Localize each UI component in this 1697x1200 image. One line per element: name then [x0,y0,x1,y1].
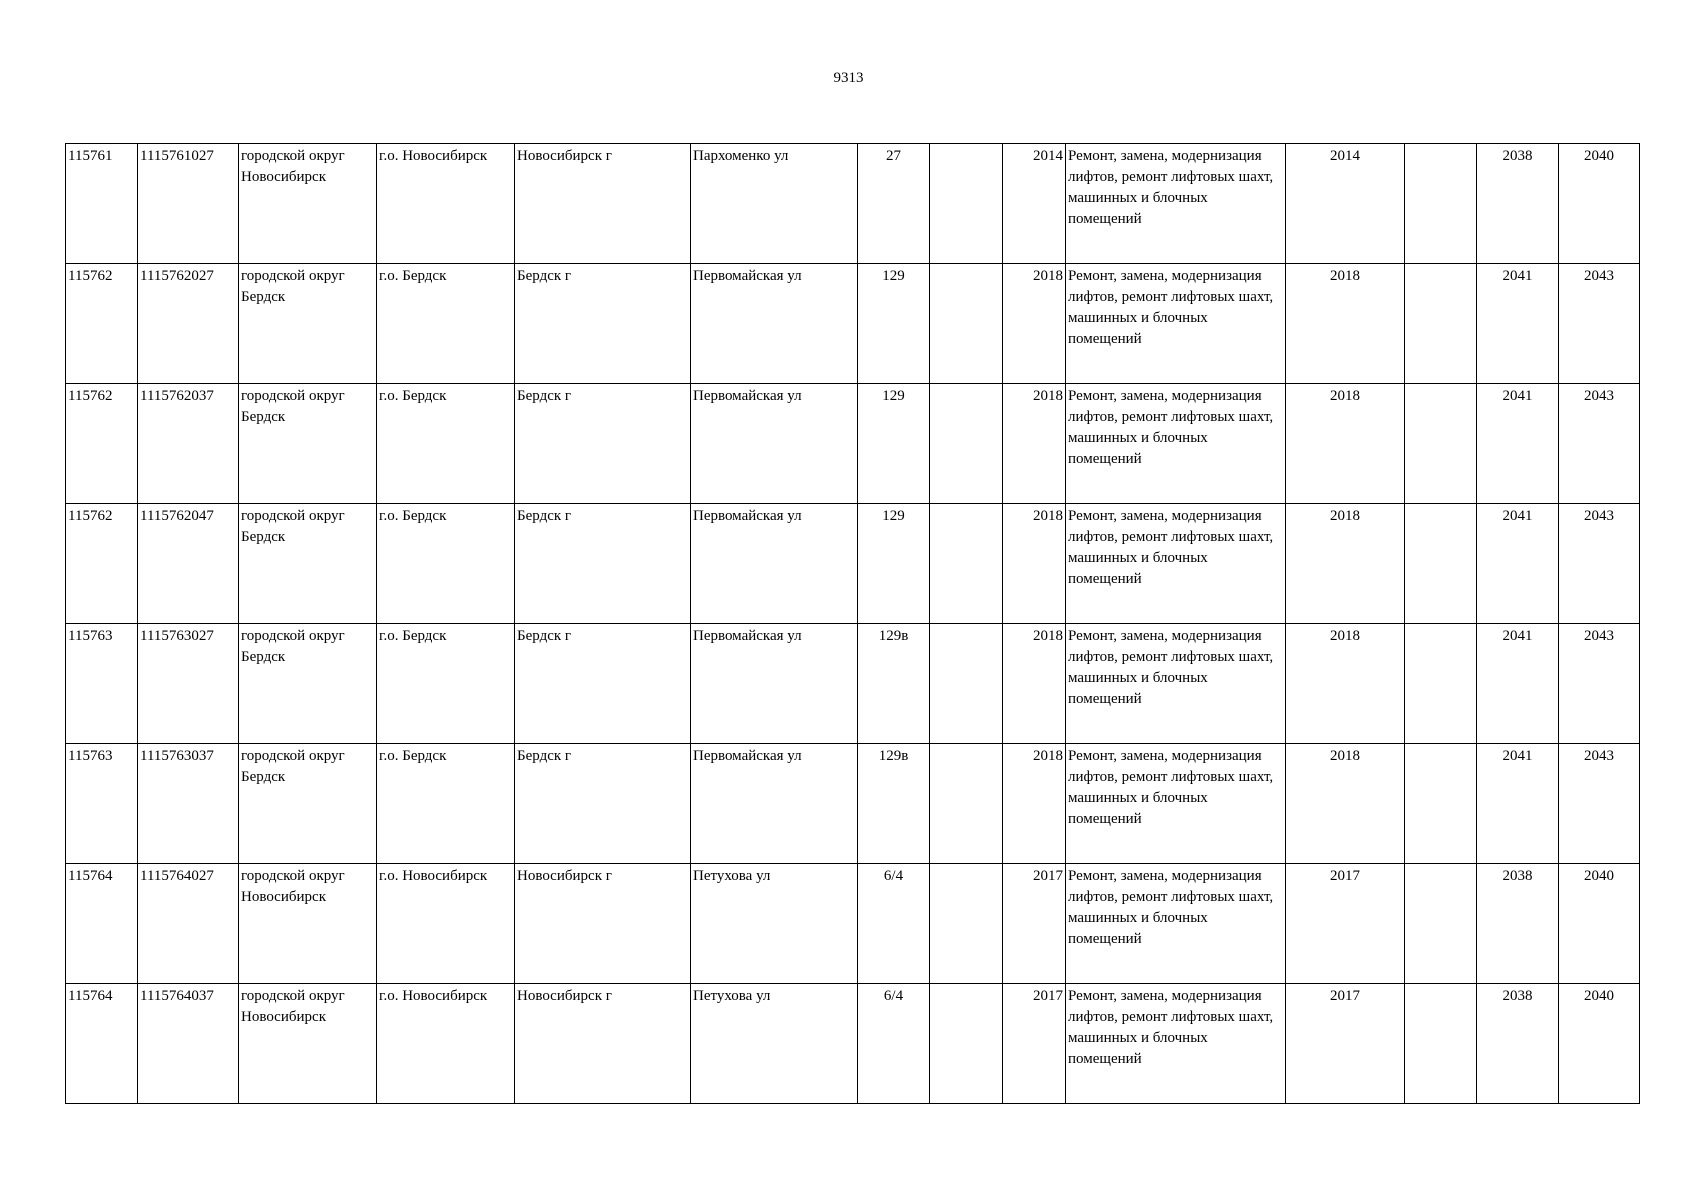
code-cell: 1115763027 [138,624,239,744]
blank-cell [1405,504,1477,624]
work-type-cell: Ремонт, замена, модернизация лифтов, ремонт лифтовых шахт, машинных и блочных помещений [1066,384,1286,504]
code-cell: 1115762027 [138,264,239,384]
code-cell: 1115763037 [138,744,239,864]
empty-cell [930,864,1003,984]
empty-cell [930,984,1003,1104]
year-to-cell: 2040 [1559,864,1640,984]
page-number: 9313 [833,70,864,86]
year-last-cell: 2014 [1286,144,1405,264]
street-cell: Первомайская ул [691,504,858,624]
year-from-cell: 2038 [1477,984,1559,1104]
year-from-cell: 2038 [1477,864,1559,984]
code-cell: 1115761027 [138,144,239,264]
district-cell: г.о. Новосибирск [377,864,515,984]
district-cell: г.о. Новосибирск [377,144,515,264]
year-to-cell: 2040 [1559,984,1640,1104]
street-cell: Первомайская ул [691,384,858,504]
table-row [66,744,1640,864]
year-last-cell: 2017 [1286,984,1405,1104]
street-cell: Первомайская ул [691,264,858,384]
municipality-cell: городской округ Бердск [239,504,377,624]
blank-cell [1405,144,1477,264]
locality-cell: Бердск г [515,624,691,744]
street-cell: Первомайская ул [691,624,858,744]
locality-cell: Новосибирск г [515,144,691,264]
house-number-cell: 129 [858,384,930,504]
year-built-cell: 2017 [1003,864,1066,984]
year-built-cell: 2018 [1003,384,1066,504]
locality-cell: Бердск г [515,744,691,864]
house-number-cell: 129в [858,744,930,864]
locality-cell: Новосибирск г [515,864,691,984]
year-built-cell: 2014 [1003,144,1066,264]
id-cell: 115764 [66,984,138,1104]
work-type-cell: Ремонт, замена, модернизация лифтов, ремонт лифтовых шахт, машинных и блочных помещений [1066,504,1286,624]
year-from-cell: 2041 [1477,624,1559,744]
id-cell: 115762 [66,384,138,504]
id-cell: 115763 [66,744,138,864]
street-cell: Петухова ул [691,864,858,984]
blank-cell [1405,264,1477,384]
id-cell: 115763 [66,624,138,744]
table-row [66,984,1640,1104]
year-last-cell: 2018 [1286,504,1405,624]
street-cell: Пархоменко ул [691,144,858,264]
year-to-cell: 2043 [1559,504,1640,624]
year-last-cell: 2018 [1286,264,1405,384]
municipality-cell: городской округ Бердск [239,264,377,384]
table-row [66,864,1640,984]
municipality-cell: городской округ Бердск [239,744,377,864]
work-type-cell: Ремонт, замена, модернизация лифтов, ремонт лифтовых шахт, машинных и блочных помещений [1066,624,1286,744]
work-type-cell: Ремонт, замена, модернизация лифтов, ремонт лифтовых шахт, машинных и блочных помещений [1066,264,1286,384]
district-cell: г.о. Бердск [377,384,515,504]
district-cell: г.о. Бердск [377,504,515,624]
work-type-cell: Ремонт, замена, модернизация лифтов, ремонт лифтовых шахт, машинных и блочных помещений [1066,744,1286,864]
municipality-cell: городской округ Новосибирск [239,144,377,264]
table-row [66,384,1640,504]
district-cell: г.о. Бердск [377,624,515,744]
municipality-cell: городской округ Бердск [239,384,377,504]
id-cell: 115762 [66,264,138,384]
year-from-cell: 2041 [1477,384,1559,504]
empty-cell [930,744,1003,864]
district-cell: г.о. Бердск [377,264,515,384]
year-from-cell: 2041 [1477,264,1559,384]
id-cell: 115764 [66,864,138,984]
blank-cell [1405,624,1477,744]
house-number-cell: 27 [858,144,930,264]
table-row [66,504,1640,624]
locality-cell: Новосибирск г [515,984,691,1104]
year-last-cell: 2018 [1286,744,1405,864]
municipality-cell: городской округ Бердск [239,624,377,744]
municipality-cell: городской округ Новосибирск [239,864,377,984]
locality-cell: Бердск г [515,264,691,384]
year-built-cell: 2018 [1003,264,1066,384]
year-from-cell: 2038 [1477,144,1559,264]
year-to-cell: 2040 [1559,144,1640,264]
table-row [66,144,1640,264]
table-row [66,264,1640,384]
house-number-cell: 129в [858,624,930,744]
year-built-cell: 2018 [1003,624,1066,744]
blank-cell [1405,984,1477,1104]
district-cell: г.о. Новосибирск [377,984,515,1104]
street-cell: Петухова ул [691,984,858,1104]
year-last-cell: 2018 [1286,384,1405,504]
id-cell: 115761 [66,144,138,264]
code-cell: 1115764037 [138,984,239,1104]
year-built-cell: 2018 [1003,504,1066,624]
year-built-cell: 2018 [1003,744,1066,864]
year-to-cell: 2043 [1559,384,1640,504]
empty-cell [930,504,1003,624]
house-number-cell: 129 [858,504,930,624]
house-number-cell: 6/4 [858,864,930,984]
year-to-cell: 2043 [1559,264,1640,384]
empty-cell [930,144,1003,264]
id-cell: 115762 [66,504,138,624]
empty-cell [930,624,1003,744]
house-number-cell: 6/4 [858,984,930,1104]
registry-table [65,143,1640,1104]
work-type-cell: Ремонт, замена, модернизация лифтов, ремонт лифтовых шахт, машинных и блочных помещений [1066,864,1286,984]
empty-cell [930,264,1003,384]
empty-cell [930,384,1003,504]
locality-cell: Бердск г [515,384,691,504]
blank-cell [1405,864,1477,984]
year-built-cell: 2017 [1003,984,1066,1104]
work-type-cell: Ремонт, замена, модернизация лифтов, ремонт лифтовых шахт, машинных и блочных помещений [1066,144,1286,264]
street-cell: Первомайская ул [691,744,858,864]
year-from-cell: 2041 [1477,504,1559,624]
year-last-cell: 2018 [1286,624,1405,744]
year-from-cell: 2041 [1477,744,1559,864]
district-cell: г.о. Бердск [377,744,515,864]
blank-cell [1405,384,1477,504]
work-type-cell: Ремонт, замена, модернизация лифтов, ремонт лифтовых шахт, машинных и блочных помещений [1066,984,1286,1104]
table-row [66,624,1640,744]
code-cell: 1115762037 [138,384,239,504]
municipality-cell: городской округ Новосибирск [239,984,377,1104]
code-cell: 1115764027 [138,864,239,984]
house-number-cell: 129 [858,264,930,384]
year-to-cell: 2043 [1559,744,1640,864]
year-last-cell: 2017 [1286,864,1405,984]
locality-cell: Бердск г [515,504,691,624]
year-to-cell: 2043 [1559,624,1640,744]
code-cell: 1115762047 [138,504,239,624]
blank-cell [1405,744,1477,864]
